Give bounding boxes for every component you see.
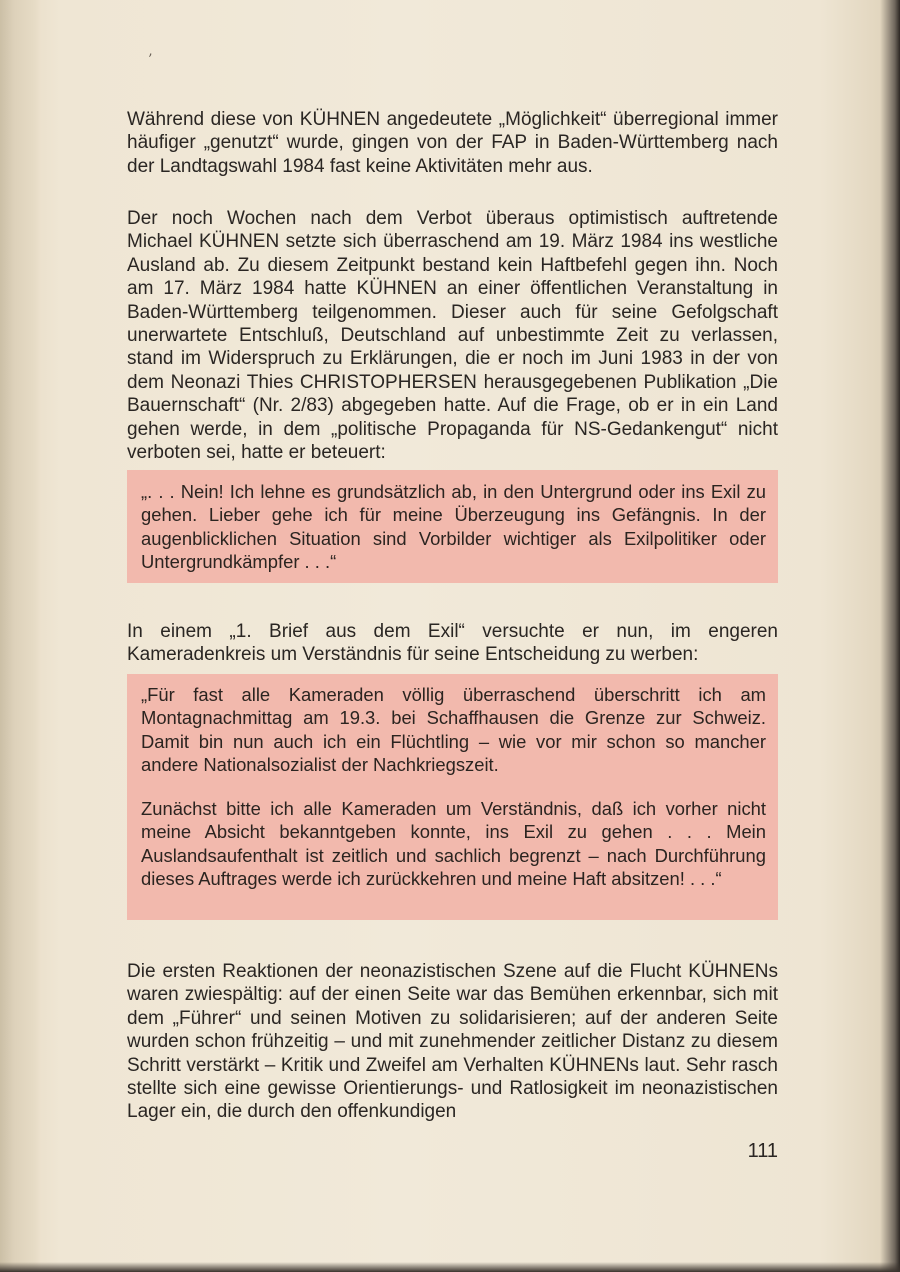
paragraph-1: Während diese von KÜHNEN angedeutete „Möglichkeit“ überregional immer häufiger „genutzt“ wurde, gingen von der FAP in Baden-Württemberg nach der Landtagswahl 1984 fast keine Aktivitäten mehr aus. — [127, 109, 778, 177]
page-number: 111 — [747, 1140, 778, 1162]
quote-2b: Zunächst bitte ich alle Kameraden um Verständnis, daß ich vorher nicht meine Absicht bekanntgeben konnte, ins Exil zu gehen . . . Mein Auslandsaufenthalt ist zeitlich und sachlich begrenzt – nach Durchführung dieses Auftrages werde ich zurückkehren und meine Haft absitzen! . . .“ — [141, 798, 766, 890]
quote-2a: „Für fast alle Kameraden völlig überraschend überschritt ich am Montagnachmittag am 19.3. bei Schaffhausen die Grenze zur Schweiz. Damit bin nun auch ich ein Flüchtling – wie vor mir schon so mancher andere Nationalsozialist der Nachkriegszeit. — [141, 684, 766, 776]
quote-1: „. . . Nein! Ich lehne es grundsätzlich ab, in den Untergrund oder ins Exil zu gehen. Lieber gehe ich für meine Überzeugung ins Gefängnis. In der augenblicklichen Situation sind Vorbilder wichtiger als Exilpolitiker oder Untergrundkämpfer . . .“ — [141, 481, 766, 573]
margin-mark: ’ — [148, 52, 153, 68]
page-gutter — [0, 0, 40, 1272]
paragraph-3: In einem „1. Brief aus dem Exil“ versuchte er nun, im engeren Kameradenkreis um Verständnis für seine Entscheidung zu werben: — [127, 621, 778, 666]
paragraph-4: Die ersten Reaktionen der neonazistischen Szene auf die Flucht KÜHNENs waren zwiespältig: auf der einen Seite war das Bemühen erkennbar, sich mit dem „Führer“ und seinen Motiven zu solidarisieren; auf der anderen Seite wurden schon frühzeitig – und mit zunehmender zeitlicher Distanz zu diesem Schritt verstärkt – Kritik und Zweifel am Verhalten KÜHNENs laut. Sehr rasch stellte sich eine gewisse Orientierungs- und Ratlosigkeit im neonazistischen Lager ein, die durch den offenkundigen — [127, 961, 778, 1123]
paragraph-2: Der noch Wochen nach dem Verbot überaus optimistisch auftretende Michael KÜHNEN setzte sich überraschend am 19. März 1984 ins westliche Ausland ab. Zu diesem Zeitpunkt bestand kein Haftbefehl gegen ihn. Noch am 17. März 1984 hatte KÜHNEN an einer öffentlichen Veranstaltung in Baden-Württemberg teilgenommen. Dieser auch für seine Gefolgschaft unerwartete Entschluß, Deutschland auf unbestimmte Zeit zu verlassen, stand im Widerspruch zu Erklärungen, die er noch im Juni 1983 in der von dem Neonazi Thies CHRISTOPHERSEN herausgegebenen Publikation „Die Bauernschaft“ (Nr. 2/83) abgegeben hatte. Auf die Frage, ob er in ein Land gehen werde, in dem „politische Propaganda für NS-Gedankengut“ nicht verboten sei, hatte er beteuert: — [127, 208, 778, 464]
page-bottom-edge — [0, 1262, 900, 1272]
